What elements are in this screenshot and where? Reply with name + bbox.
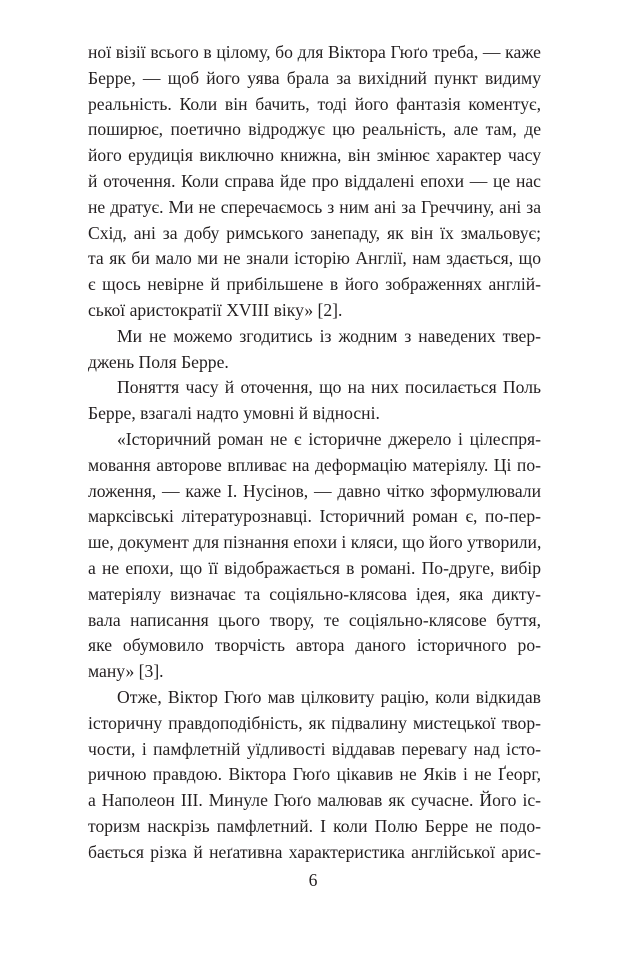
text-line: Берре, взагалі надто умовні й відносні. xyxy=(88,403,380,424)
text-line: а не епохи, що її відображається в романі. По-друге, вибір xyxy=(88,557,541,578)
text-line: ської аристократії XVIII віку» [2]. xyxy=(88,299,343,320)
text-line: Берре, — щоб його уява брала за вихідний пункт видиму xyxy=(88,67,541,88)
text-line: реальність. Коли він бачить, тоді його фантазія коментує, xyxy=(88,93,541,114)
text-line: ложення, — каже І. Нусінов, — давно чітко зформулювали xyxy=(88,480,541,501)
text-line: бається різка й неґативна характеристика англійської арис- xyxy=(88,841,541,862)
text-line: ричною правдою. Віктора Гюґо цікавив не Яків і не Ґеорг, xyxy=(88,764,541,785)
text-line: ної візії всього в цілому, бо для Віктора Гюґо треба, — каже xyxy=(88,42,541,62)
page-number: 6 xyxy=(308,870,318,890)
text-line: ману» [3]. xyxy=(88,661,164,682)
text-line: його ерудиція виключно книжна, він змінює характер часу xyxy=(88,145,541,166)
text-line: поширює, поетично відроджує цю реальність, але там, де xyxy=(88,119,541,140)
text-line: Поняття часу й оточення, що на них посилається Поль xyxy=(117,377,541,398)
paragraph xyxy=(88,427,541,685)
text-line: «Історичний роман не є історичне джерело і цілеспря- xyxy=(117,428,541,449)
text-line: мовання авторове впливає на деформацію матеріялу. Ці по- xyxy=(88,454,541,475)
text-line: торизм наскрізь памфлетний. І коли Полю Берре не подо- xyxy=(88,815,541,836)
paragraph xyxy=(88,40,541,324)
text-line: Ми не можемо згодитись із жодним з наведених твер- xyxy=(117,325,541,346)
text-line: яке обумовило творчість автора даного історичного ро- xyxy=(88,635,541,656)
text-line: та як би мало ми не знали історію Англії, нам здається, що xyxy=(88,248,541,269)
text-line: не дратує. Ми не сперечаємось з ним ані за Греччину, ані за xyxy=(88,196,541,217)
text-line: є щось невірне й прибільшене в його зображеннях англій- xyxy=(88,274,541,295)
text-line: вала написання цього твору, те соціяльно-клясове буття, xyxy=(88,609,541,630)
text-line: історичну правдоподібність, як підвалину мистецької твор- xyxy=(88,712,541,733)
paragraph xyxy=(88,324,541,376)
text-line: а Наполеон III. Минуле Гюґо малював як сучасне. Його іс- xyxy=(88,790,541,811)
paragraph xyxy=(88,375,541,427)
text-line: Схід, ані за добу римського занепаду, як він їх змальовує; xyxy=(88,222,541,243)
text-line: марксівські літературознавці. Історичний роман є, по-пер- xyxy=(88,506,541,527)
text-line: ше, документ для пізнання епохи і кляси, що його утворили, xyxy=(88,532,542,553)
text-line: матеріялу визначає та соціяльно-клясова ідея, яка дикту- xyxy=(88,583,541,604)
paragraph xyxy=(88,685,541,866)
text-line: Отже, Віктор Гюґо мав цілковиту рацію, коли відкидав xyxy=(117,686,541,707)
text-line: й оточення. Коли справа йде про віддалені епохи — це нас xyxy=(88,170,541,191)
text-line: джень Поля Берре. xyxy=(88,351,229,372)
page-body xyxy=(88,40,541,866)
text-line: чости, і памфлетній уїдливості віддавав перевагу над істо- xyxy=(88,738,541,759)
